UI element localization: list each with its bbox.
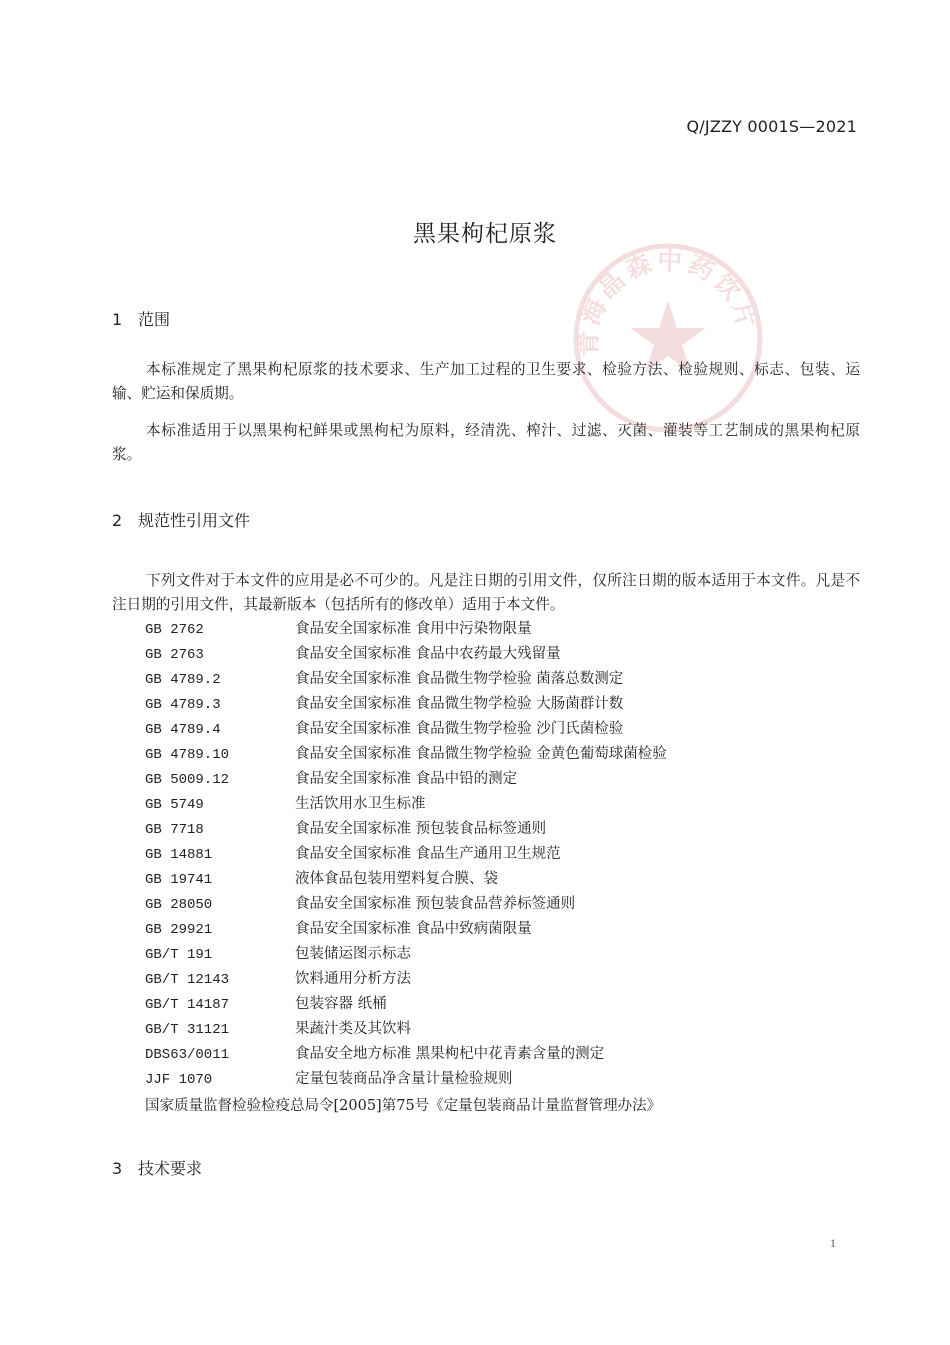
reference-item [145,1042,667,1067]
section-3-heading [112,1156,202,1179]
reference-code: DBS63/0011 [145,1047,230,1063]
section-number: 3 [112,1159,123,1178]
reference-title: 食品安全国家标准 食品微生物学检验 菌落总数测定 [295,671,624,687]
scope-paragraph-1: 本标准规定了黑果枸杞原浆的技术要求、生产加工过程的卫生要求、检验方法、检验规则、标志、包装、运输、贮运和保质期。 [112,361,860,402]
reference-code: GB/T 14187 [145,997,230,1013]
reference-title: 食品安全国家标准 食品微生物学检验 金黄色葡萄球菌检验 [295,746,667,762]
reference-title: 食品安全国家标准 预包装食品营养标签通则 [295,896,576,912]
section-number: 1 [112,310,123,329]
reference-title: 定量包装商品净含量计量检验规则 [295,1071,513,1087]
section-title: 范围 [138,310,171,329]
document-title: 黑果枸杞原浆 [413,221,557,247]
reference-item [145,817,667,842]
section-title: 规范性引用文件 [138,511,251,530]
reference-item [145,667,667,692]
reference-item [145,642,667,667]
standard-code: Q/JZZY 0001S—2021 [686,117,857,136]
reference-title: 果蔬汁类及其饮料 [295,1021,411,1037]
reference-title: 食品安全国家标准 食品中农药最大残留量 [295,646,561,662]
reference-item [145,992,667,1017]
scope-paragraph-2: 本标准适用于以黑果枸杞鲜果或黑枸杞为原料，经清洗、榨汁、过滤、灭菌、灌装等工艺制成的黑果枸杞原浆。 [112,422,860,463]
reference-code: GB 19741 [145,872,213,888]
company-seal-icon [568,238,768,438]
seal-text: 青海晶森中药饮片 [573,245,764,357]
section-1-heading [112,307,170,330]
reference-item [145,842,667,867]
reference-item [145,917,667,942]
reference-list [145,617,667,1092]
reference-code: GB 5749 [145,797,204,813]
reference-title: 食品安全国家标准 食用中污染物限量 [295,621,532,637]
page-number: 1 [830,1236,836,1250]
reference-title: 包装储运图示标志 [295,946,411,962]
reference-code: GB 7718 [145,822,204,838]
reference-title: 食品安全地方标准 黑果枸杞中花青素含量的测定 [295,1046,605,1062]
reference-title: 食品安全国家标准 食品微生物学检验 大肠菌群计数 [295,696,624,712]
reference-code: JJF 1070 [145,1072,213,1088]
reference-code: GB 28050 [145,897,213,913]
reference-title: 食品安全国家标准 食品微生物学检验 沙门氏菌检验 [295,721,624,737]
reference-code: GB/T 191 [145,947,213,963]
section-title: 技术要求 [138,1159,203,1178]
reference-title: 饮料通用分析方法 [295,971,411,987]
reference-title: 生活饮用水卫生标准 [295,796,426,812]
reference-title: 食品安全国家标准 食品中致病菌限量 [295,921,532,937]
reference-code: GB 4789.3 [145,697,221,713]
reference-code: GB 2763 [145,647,204,663]
reference-title: 液体食品包装用塑料复合膜、袋 [295,871,498,887]
reference-item [145,1067,667,1092]
reference-code: GB/T 12143 [145,972,230,988]
reference-item [145,1017,667,1042]
reference-item [145,742,667,767]
reference-title: 食品安全国家标准 预包装食品标签通则 [295,821,547,837]
reference-code: GB 4789.4 [145,722,221,738]
reference-title: 食品安全国家标准 食品中铅的测定 [295,771,518,787]
section-number: 2 [112,511,123,530]
reference-title: 食品安全国家标准 食品生产通用卫生规范 [295,846,561,862]
reference-code: GB 14881 [145,847,213,863]
reference-code: GB 2762 [145,622,204,638]
references-intro: 下列文件对于本文件的应用是必不可少的。凡是注日期的引用文件，仅所注日期的版本适用于本文件。凡是不注日期的引用文件，其最新版本（包括所有的修改单）适用于本文件。 [112,572,860,613]
reference-code: GB 4789.2 [145,672,221,688]
section-2-heading [112,508,250,531]
reference-item [145,617,667,642]
reference-item [145,767,667,792]
reference-item [145,942,667,967]
reference-item [145,792,667,817]
reference-item [145,867,667,892]
decree-reference: 国家质量监督检验检疫总局令[2005]第75号《定量包装商品计量监督管理办法》 [145,1098,662,1114]
reference-title: 包装容器 纸桶 [295,996,387,1012]
reference-item [145,717,667,742]
reference-code: GB 5009.12 [145,772,230,788]
reference-code: GB 29921 [145,922,213,938]
reference-item [145,892,667,917]
reference-code: GB 4789.10 [145,747,230,763]
reference-code: GB/T 31121 [145,1022,230,1038]
reference-item [145,967,667,992]
reference-item [145,692,667,717]
